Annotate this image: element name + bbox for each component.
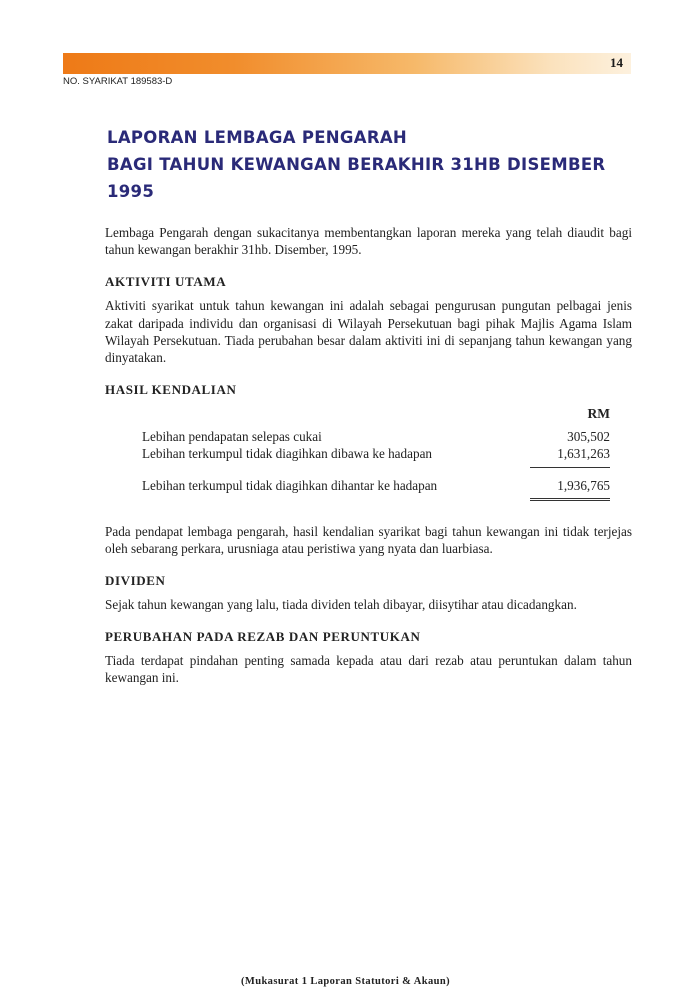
dividen-paragraph: Sejak tahun kewangan yang lalu, tiada dividen telah dibayar, diisytihar atau dicadangkan. — [105, 597, 577, 613]
section-heading-rezab: PERUBAHAN PADA REZAB DAN PERUNTUKAN — [105, 628, 421, 644]
total-row — [105, 477, 632, 494]
row-label: Lebihan terkumpul tidak diagihkan dibawa ke hadapan — [142, 446, 433, 462]
report-body — [105, 224, 632, 687]
total-double-rule — [530, 498, 610, 501]
page-footer: (Mukasurat 1 Laporan Statutori & Akaun) — [241, 976, 450, 987]
page-number: 14 — [610, 55, 623, 70]
section-heading-hasil: HASIL KENDALIAN — [105, 381, 237, 397]
section-heading-dividen: DIVIDEN — [105, 572, 166, 588]
total-value: 1,936,765 — [557, 478, 610, 494]
title-line-1: LAPORAN LEMBAGA PENGARAH — [107, 128, 408, 147]
hasil-paragraph: Pada pendapat lembaga pengarah, hasil kendalian syarikat bagi tahun kewangan ini tidak terjejas oleh sebarang perkara, urusniaga atau peristiwa yang nyata dan luarbiasa. — [105, 523, 632, 557]
report-title — [107, 124, 647, 205]
title-line-2: BAGI TAHUN KEWANGAN BERAKHIR 31HB DISEMBER 1995 — [107, 155, 606, 201]
currency-header: RM — [587, 406, 610, 422]
total-label: Lebihan terkumpul tidak diagihkan dihantar ke hadapan — [142, 478, 438, 494]
intro-paragraph: Lembaga Pengarah dengan sukacitanya membentangkan laporan mereka yang telah diaudit bagi tahun kewangan berakhir 31hb. Disember, 1995. — [105, 225, 632, 258]
header-bar — [63, 53, 631, 74]
table-row — [105, 428, 632, 445]
results-table — [105, 405, 632, 501]
row-label: Lebihan pendapatan selepas cukai — [142, 428, 322, 444]
aktiviti-paragraph: Aktiviti syarikat untuk tahun kewangan ini adalah sebagai pengurusan pungutan pelbagai jenis zakat daripada individu dan organisasi di Wilayah Persekutuan bagi pihak Majlis Agama Islam Wilayah Persekutuan. Tiada perubahan besar dalam aktiviti ini di sepanjang tahun kewangan yang dinyatakan. — [105, 298, 632, 366]
section-heading-aktiviti: AKTIVITI UTAMA — [105, 273, 227, 289]
row-value: 1,631,263 — [557, 446, 610, 462]
subtotal-rule — [530, 467, 610, 477]
table-row — [105, 445, 632, 462]
rezab-paragraph: Tiada terdapat pindahan penting samada kepada atau dari rezab atau peruntukan dalam tahun kewangan ini. — [105, 652, 632, 686]
company-number: NO. SYARIKAT 189583-D — [63, 76, 173, 87]
row-value: 305,502 — [567, 428, 610, 444]
